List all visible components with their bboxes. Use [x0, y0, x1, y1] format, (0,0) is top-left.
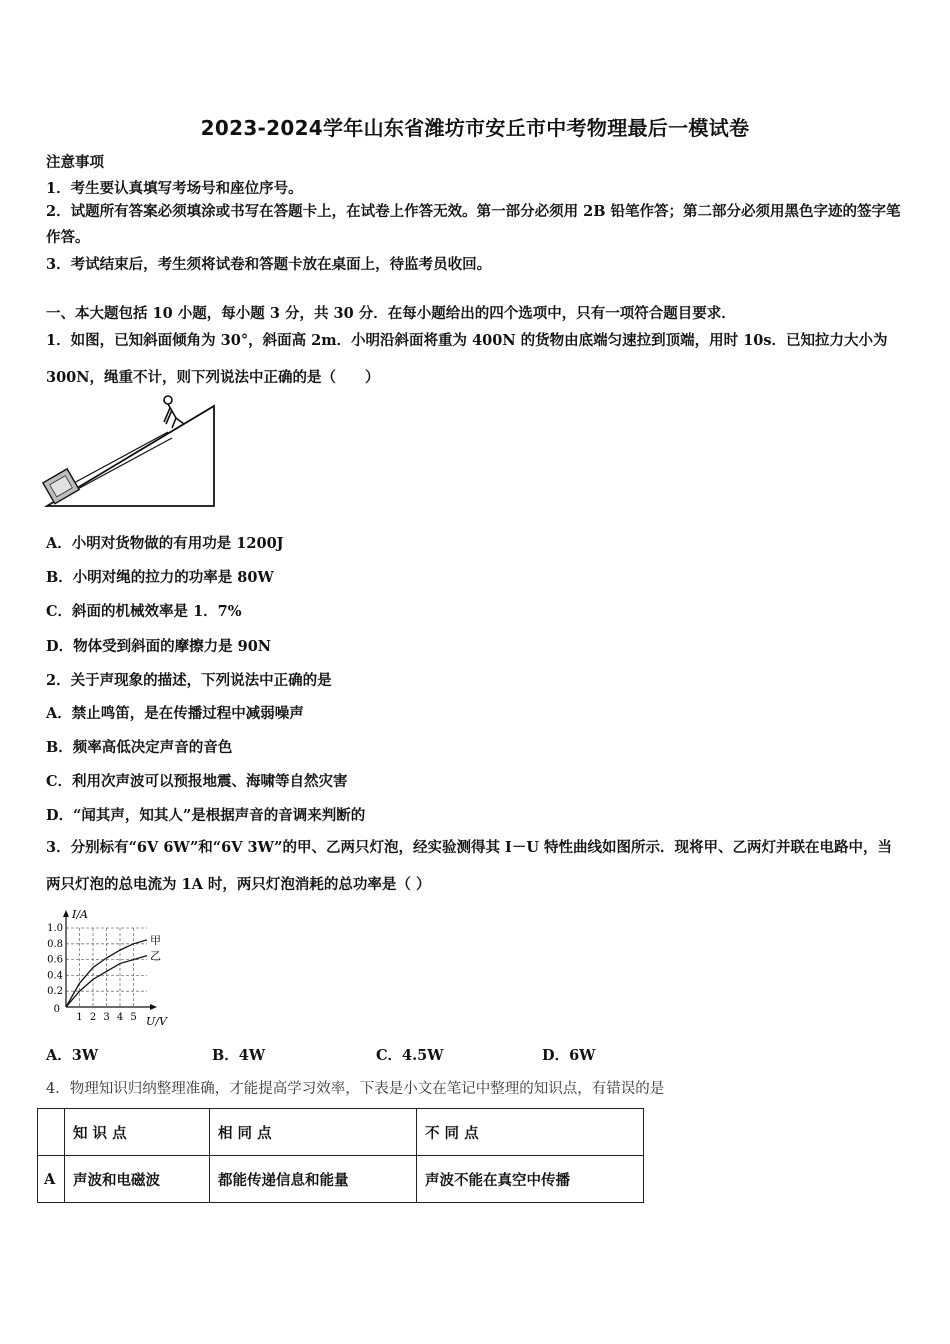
- question-3-stem: 3．分别标有“6V 6W”和“6V 3W”的甲、乙两只灯泡，经实验测得其 I－U 特性曲线如图所示．现将甲、乙两灯并联在电路中，当两只灯泡的总电流为 1A 时，两只灯泡消耗的总功率是（ ）: [46, 839, 893, 893]
- table-cell: A: [38, 1156, 65, 1203]
- q2-option-a: A．禁止鸣笛，是在传播过程中减弱噪声: [46, 705, 304, 722]
- question-1-stem: 1．如图，已知斜面倾角为 30°，斜面高 2m．小明沿斜面将重为 400N 的货物由底端匀速拉到顶端，用时 10s．已知拉力大小为 300N，绳重不计，则下列说法中正确的是（ ）: [46, 332, 888, 386]
- knowledge-table: [37, 1108, 644, 1203]
- q2-option-d: D．“闻其声，知其人”是根据声音的音调来判断的: [46, 807, 366, 824]
- notice-item-2: 2．试题所有答案必须填涂或书写在答题卡上，在试卷上作答无效。第一部分必须用 2B 铅笔作答；第二部分必须用黑色字迹的签字笔作答。: [46, 203, 901, 246]
- table-header-cell: 不 同 点: [417, 1109, 644, 1156]
- x-tick-label: 2: [89, 1012, 97, 1023]
- q3-option-b: B．4W: [212, 1047, 266, 1064]
- x-tick-label: 3: [103, 1012, 110, 1023]
- incline-rope-upper: [72, 432, 168, 484]
- y-axis-arrow: [63, 910, 69, 917]
- cargo-box: [43, 469, 79, 504]
- question-4-stem: 4．物理知识归纳整理准确，才能提高学习效率，下表是小文在笔记中整理的知识点，有错误的是: [46, 1081, 665, 1097]
- y-tick-label: 0.8: [47, 938, 63, 950]
- series-label-1: 甲: [150, 933, 161, 947]
- y-axis-label: I/A: [72, 908, 88, 921]
- q1-option-a: A．小明对货物做的有用功是 1200J: [46, 535, 284, 552]
- q1-option-b: B．小明对绳的拉力的功率是 80W: [46, 569, 274, 586]
- series-label-2: 乙: [150, 949, 161, 963]
- x-axis-label: U/V: [146, 1015, 167, 1028]
- table-row: [38, 1156, 644, 1203]
- q1-option-d: D．物体受到斜面的摩擦力是 90N: [46, 638, 272, 655]
- person-figure: [164, 396, 184, 428]
- y-tick-label: 0.4: [47, 970, 63, 982]
- question-2-stem: 2．关于声现象的描述，下列说法中正确的是: [46, 672, 332, 689]
- y-tick-label: 0.6: [47, 954, 63, 966]
- y-tick-label: 1.0: [47, 923, 63, 934]
- y-tick-label: 0.2: [47, 986, 63, 998]
- page-title: 2023-2024学年山东省潍坊市安丘市中考物理最后一模试卷: [200, 116, 750, 140]
- q2-option-b: B．频率高低决定声音的音色: [46, 739, 233, 756]
- table-header-cell: [38, 1109, 65, 1156]
- x-tick-label: 4: [116, 1012, 124, 1023]
- table-header-cell: 知 识 点: [65, 1109, 210, 1156]
- table-cell: 声波不能在真空中传播: [417, 1156, 644, 1203]
- q3-option-c: C．4.5W: [376, 1047, 444, 1064]
- section-header: 一、本大题包括 10 小题，每小题 3 分，共 30 分．在每小题给出的四个选项中，只有一项符合题目要求．: [46, 305, 736, 322]
- table-cell: 都能传递信息和能量: [210, 1156, 417, 1203]
- q2-option-c: C．利用次声波可以预报地震、海啸等自然灾害: [46, 773, 348, 790]
- iu-chart: [42, 905, 182, 1029]
- incline-figure: [44, 392, 220, 514]
- table-header-cell: 相 同 点: [210, 1109, 417, 1156]
- notice-item-3: 3．考试结束后，考生须将试卷和答题卡放在桌面上，待监考员收回。: [46, 256, 492, 273]
- q1-option-c: C．斜面的机械效率是 1．7%: [46, 603, 242, 620]
- x-axis-arrow: [150, 1004, 157, 1010]
- table-header-row: [38, 1109, 644, 1156]
- table-cell: 声波和电磁波: [65, 1156, 210, 1203]
- x-tick-label: 5: [130, 1012, 137, 1023]
- q3-option-a: A．3W: [46, 1047, 99, 1064]
- notice-heading: 注意事项: [46, 154, 104, 171]
- origin-label: 0: [53, 1004, 60, 1015]
- incline-rope-lower: [74, 438, 172, 491]
- q3-option-d: D．6W: [542, 1047, 596, 1064]
- x-tick-label: 1: [76, 1012, 83, 1023]
- notice-item-1: 1．考生要认真填写考场号和座位序号。: [46, 180, 303, 197]
